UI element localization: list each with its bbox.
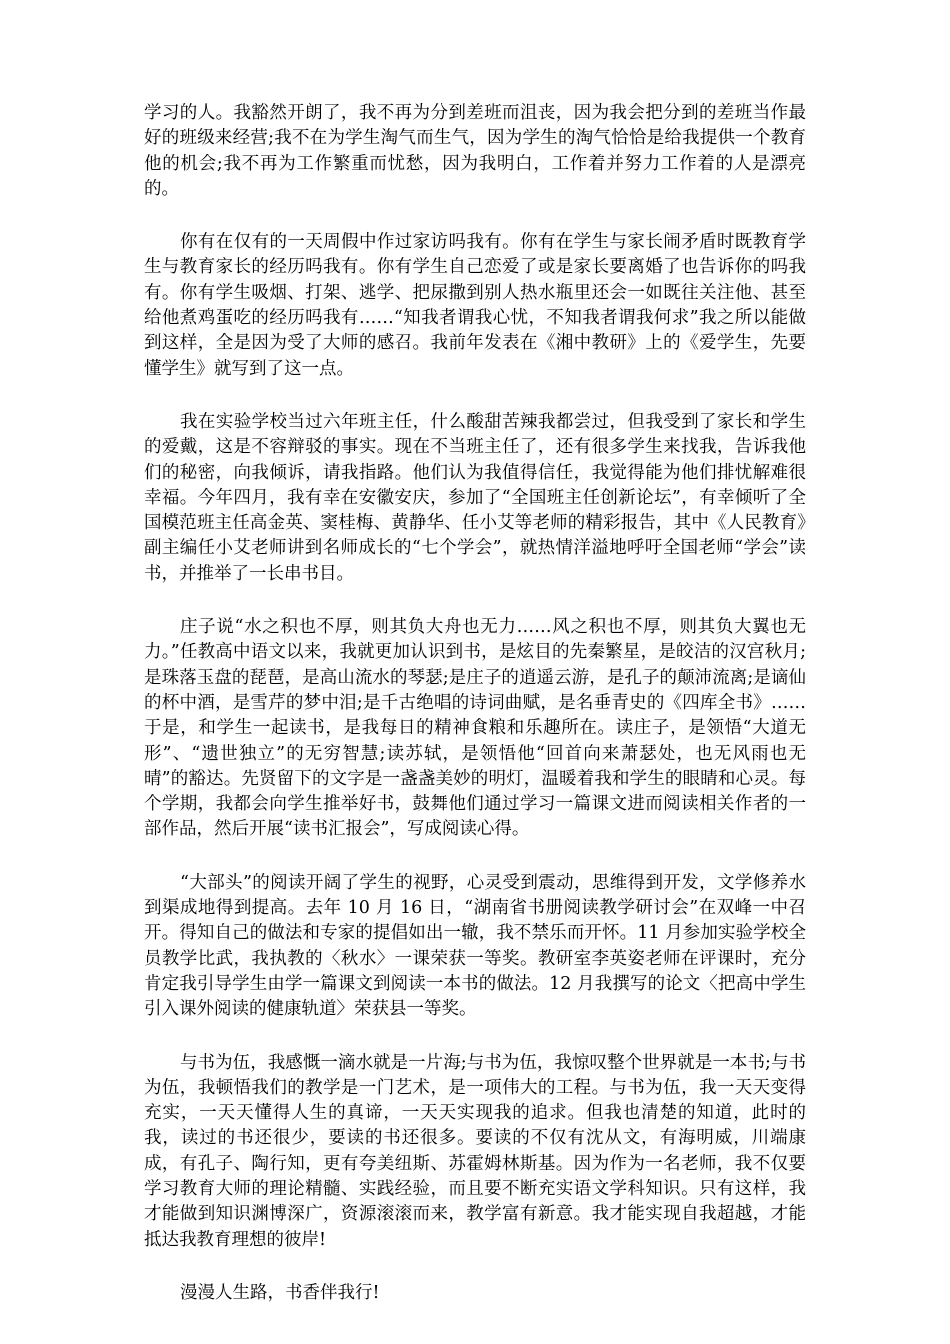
paragraph-3: 我在实验学校当过六年班主任，什么酸甜苦辣我都尝过，但我受到了家长和学生的爱戴，这是不容辩驳的事实。现在不当班主任了，还有很多学生来找我，告诉我他们的秘密，向我倾诉，请我指路。他们认为我值得信任，我觉得能为他们排忧解难很幸福。今年四月，我有幸在安徽安庆，参加了“全国班主任创新论坛”，有幸倾听了全国模范班主任高金英、窦桂梅、黄静华、任小艾等老师的精彩报告，其中《人民教育》副主编任小艾老师讲到名师成长的“七个学会”，就热情洋溢地呼吁全国老师“学会”读书，并推举了一长串书目。 xyxy=(144,411,806,584)
paragraph-7: 漫漫人生路，书香伴我行! xyxy=(180,1282,380,1303)
paragraph-5: “大部头”的阅读开阔了学生的视野，心灵受到震动，思维得到开发，文学修养水到渠成地得到提高。去年 10 月 16 日，“湖南省书册阅读教学研讨会”在双峰一中召开。得知自己的做法和专家的提倡如出一辙，我不禁乐而开怀。11 月参加实验学校全员教学比武，我执教的〈秋水〉一课荣获一等奖。教研室李英姿老师在评课时，充分肯定我引导学生由学一篇课文到阅读一本书的做法。12 月我撰写的论文〈把高中学生引入课外阅读的健康轨道〉荣获县一等奖。 xyxy=(144,872,806,1020)
document-body xyxy=(144,101,806,1306)
paragraph-6: 与书为伍，我感慨一滴水就是一片海;与书为伍，我惊叹整个世界就是一本书;与书为伍，我顿悟我们的教学是一门艺术，是一项伟大的工程。与书为伍，我一天天变得充实，一天天懂得人生的真谛，一天天实现我的追求。但我也清楚的知道，此时的我，读过的书还很少，要读的书还很多。要读的不仅有沈从文，有海明威，川端康成，有孔子、陶行知，更有夸美纽斯、苏霍姆林斯基。因为作为一名老师，我不仅要学习教育大师的理论精髓、实践经验，而且要不断充实语文学科知识。只有这样，我才能做到知识渊博深广，资源滚滚而来，教学富有新意。我才能实现自我超越，才能抵达我教育理想的彼岸! xyxy=(144,1052,806,1250)
paragraph-2: 你有在仅有的一天周假中作过家访吗我有。你有在学生与家长闹矛盾时既教育学生与教育家长的经历吗我有。你有学生自己恋爱了或是家长要离婚了也告诉你的吗我有。你有学生吸烟、打架、逃学、把尿撒到别人热水瓶里还会一如既往关注他、甚至给他煮鸡蛋吃的经历吗我有……“知我者谓我心忧，不知我者谓我何求”我之所以能做到这样，全是因为受了大师的感召。我前年发表在《湘中教研》上的《爱学生，先要懂学生》就写到了这一点。 xyxy=(144,232,806,379)
paragraph-1: 学习的人。我豁然开朗了，我不再为分到差班而沮丧，因为我会把分到的差班当作最好的班级来经营;我不在为学生淘气而生气，因为学生的淘气恰恰是给我提供一个教育他的机会;我不再为工作繁重而忧愁，因为我明白，工作着并努力工作着的人是漂亮的。 xyxy=(144,103,806,199)
paragraph-4: 庄子说“水之积也不厚，则其负大舟也无力……风之积也不厚，则其负大翼也无力。”任教高中语文以来，我就更加认识到书，是炫目的先秦繁星，是皎洁的汉宫秋月;是珠落玉盘的琵琶，是高山流水的琴瑟;是庄子的逍遥云游，是孔子的颠沛流离;是谪仙的杯中酒，是雪芹的梦中泪;是千古绝唱的诗词曲赋，是名垂青史的《四库全书》……于是，和学生一起读书，是我每日的精神食粮和乐趣所在。读庄子，是领悟“大道无形”、“遗世独立”的无穷智慧;读苏轼，是领悟他“回首向来萧瑟处，也无风雨也无晴”的豁达。先贤留下的文字是一盏盏美妙的明灯，温暖着我和学生的眼睛和心灵。每个学期，我都会向学生推举好书，鼓舞他们通过学习一篇课文进而阅读相关作者的一部作品，然后开展“读书汇报会”，写成阅读心得。 xyxy=(144,617,806,840)
